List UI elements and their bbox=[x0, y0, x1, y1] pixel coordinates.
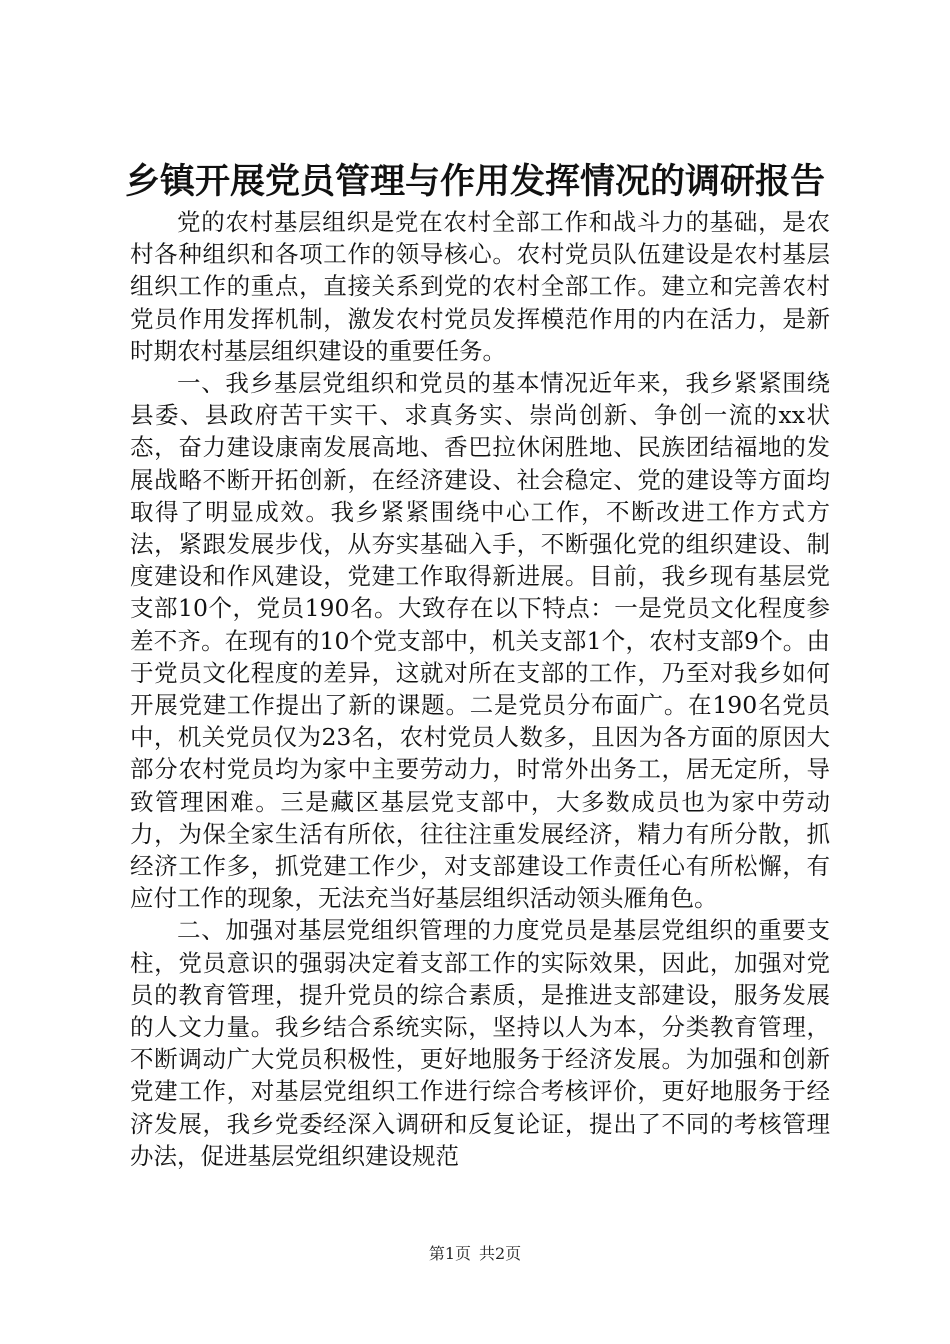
paragraph-intro: 党的农村基层组织是党在农村全部工作和战斗力的基础，是农村各种组织和各项工作的领导核心。农村党员队伍建设是农村基层组织工作的重点，直接关系到党的农村全部工作。建立和完善农村党员作用发挥机制，激发农村党员发挥模范作用的内在活力，是新时期农村基层组织建设的重要任务。 bbox=[130, 208, 830, 365]
paragraph-section-2: 二、加强对基层党组织管理的力度党员是基层党组织的重要支柱，党员意识的强弱决定着支部工作的实际效果，因此，加强对党员的教育管理，提升党员的综合素质，是推进支部建设，服务发展的人文力量。我乡结合系统实际，坚持以人为本，分类教育管理，不断调动广大党员积极性，更好地服务于经济发展。为加强和创新党建工作，对基层党组织工作进行综合考核评价，更好地服务于经济发展，我乡党委经深入调研和反复论证，提出了不同的考核管理办法，促进基层党组织建设规范 bbox=[130, 916, 830, 1170]
page-footer bbox=[0, 1243, 950, 1265]
page-total: 共2页 bbox=[479, 1244, 522, 1263]
page-number: 第1页 bbox=[428, 1244, 471, 1263]
paragraph-section-1: 一、我乡基层党组织和党员的基本情况近年来，我乡紧紧围绕县委、县政府苦干实干、求真务实、崇尚创新、争创一流的xx状态，奋力建设康南发展高地、香巴拉休闲胜地、民族团结福地的发展战略不断开拓创新，在经济建设、社会稳定、党的建设等方面均取得了明显成效。我乡紧紧围绕中心工作，不断改进工作方式方法，紧跟发展步伐，从夯实基础入手，不断强化党的组织建设、制度建设和作风建设，党建工作取得新进展。目前，我乡现有基层党支部10个，党员190名。大致存在以下特点：一是党员文化程度参差不齐。在现有的10个党支部中，机关支部1个，农村支部9个。由于党员文化程度的差异，这就对所在支部的工作，乃至对我乡如何开展党建工作提出了新的课题。二是党员分布面广。在190名党员中，机关党员仅为23名，农村党员人数多，且因为各方面的原因大部分农村党员均为家中主要劳动力，时常外出务工，居无定所，导致管理困难。三是藏区基层党支部中，大多数成员也为家中劳动力，为保全家生活有所依，往往注重发展经济，精力有所分散，抓经济工作多，抓党建工作少，对支部建设工作责任心有所松懈，有应付工作的现象，无法充当好基层组织活动领头雁角色。 bbox=[130, 369, 830, 913]
document-body bbox=[130, 206, 830, 1172]
document-title: 乡镇开展党员管理与作用发挥情况的调研报告 bbox=[124, 161, 825, 202]
